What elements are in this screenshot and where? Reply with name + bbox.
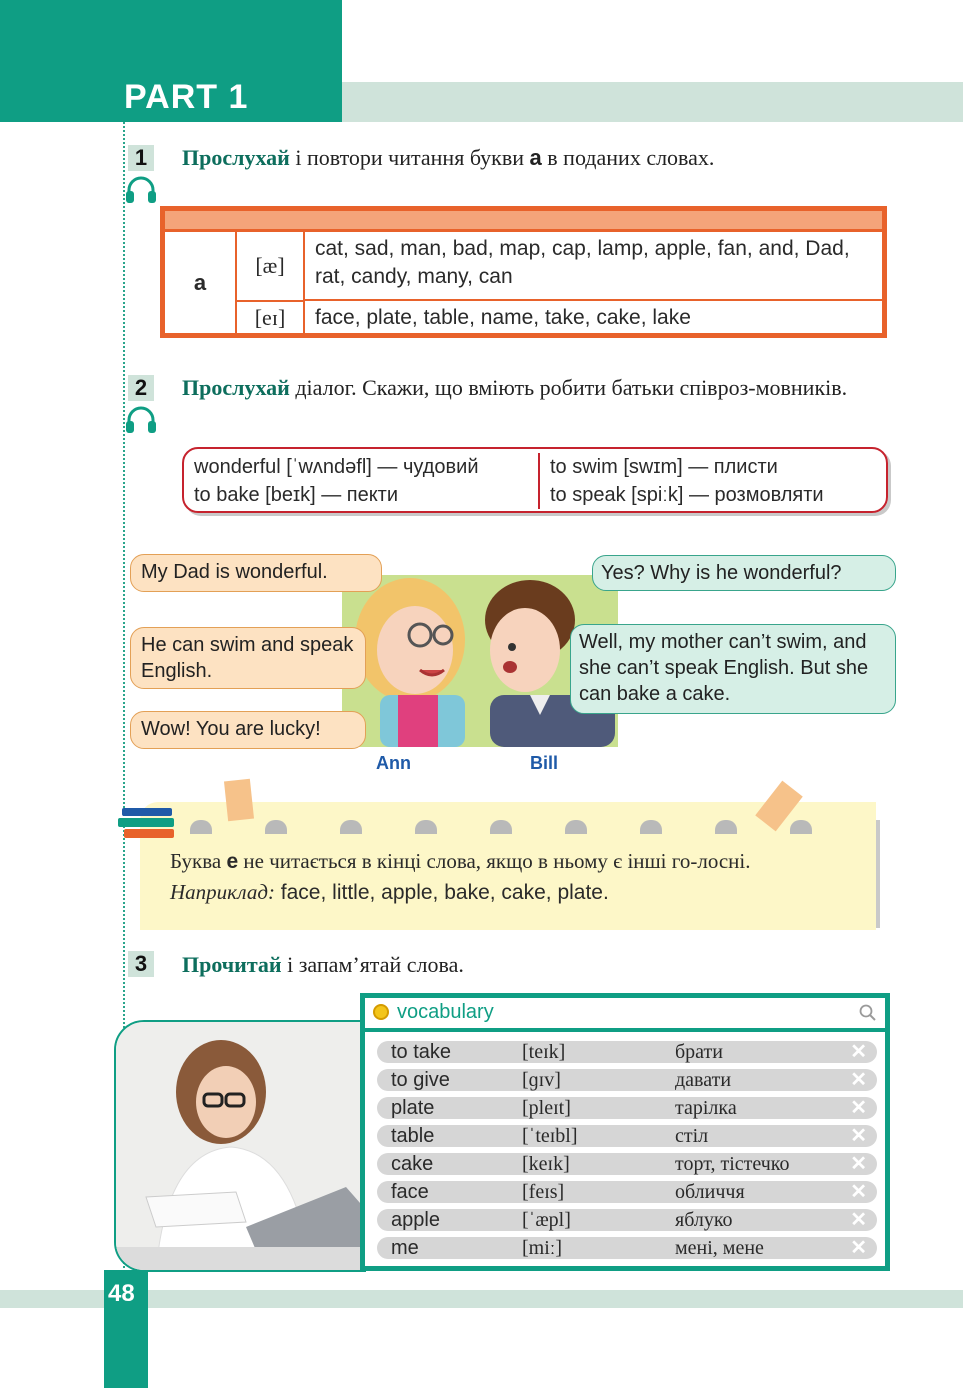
note-ring: [490, 820, 512, 834]
speech-bubble-bill-1: Yes? Why is he wonderful?: [592, 555, 896, 591]
vocab-row: [377, 1069, 877, 1091]
speech-bubble-ann-1: My Dad is wonderful.: [130, 554, 382, 592]
speech-bubble-ann-2: He can swim and speak English.: [130, 627, 366, 689]
task2-lead: Прослухай: [182, 375, 290, 400]
vocab-translation: обличчя: [675, 1181, 745, 1203]
new-words-box: [182, 447, 888, 513]
vocabulary-title: vocabulary: [397, 1001, 494, 1023]
vocab-row: [377, 1181, 877, 1203]
vocab-word: cake: [391, 1153, 434, 1175]
vocab-translation: тарілка: [675, 1097, 737, 1119]
vocab-transcription: [keɪk]: [522, 1153, 570, 1175]
vocab-word: table: [391, 1125, 435, 1147]
vocab-transcription: [ɡɪv]: [522, 1069, 561, 1091]
note-examples: face, little, apple, bake, cake, plate.: [274, 881, 609, 904]
vocabulary-panel: [360, 993, 890, 1271]
note-text-b: не читається в кінці слова, якщо в ньому є інші го-лосні.: [238, 849, 751, 873]
search-icon[interactable]: [859, 1004, 877, 1022]
vocab-transcription: [feɪs]: [522, 1181, 565, 1203]
caption-bill: Bill: [530, 753, 559, 773]
task2-instruction: [182, 374, 888, 402]
word-to-bake: to bake [beɪk] — пекти: [194, 484, 399, 506]
close-icon[interactable]: ✕: [850, 1125, 867, 1147]
speech-bubble-ann-3: Wow! You are lucky!: [130, 711, 366, 749]
sound-cell: [eɪ]: [237, 302, 305, 333]
note-ring: [340, 820, 362, 834]
close-icon[interactable]: ✕: [850, 1209, 867, 1231]
vocabulary-header: [365, 998, 885, 1032]
vocab-row: [377, 1041, 877, 1063]
word-wonderful: wonderful [ˈwʌndəfl] — чудовий: [194, 456, 479, 478]
note-example-label: Наприклад:: [170, 880, 275, 904]
task3-instruction: [182, 951, 882, 979]
vocab-translation: давати: [675, 1069, 732, 1091]
vocab-word: me: [391, 1237, 419, 1259]
speech-bubble-bill-2: Well, my mother can’t swim, and she can’t speak English. But she can bake a cake.: [570, 624, 896, 714]
note-ring: [790, 820, 812, 834]
note-text: [170, 846, 860, 908]
word-to-speak: to speak [spiːk] — розмовляти: [550, 484, 824, 506]
vocab-word: plate: [391, 1097, 435, 1119]
task1-letter: a: [529, 145, 542, 170]
books-icon: [118, 806, 178, 842]
vocab-translation: торт, тістечко: [675, 1153, 790, 1175]
task1-text-b: в поданих словах.: [541, 145, 715, 170]
task-number-1: 1: [128, 145, 154, 171]
vocab-transcription: [ˈæpl]: [522, 1209, 571, 1231]
vocab-transcription: [miː]: [522, 1237, 562, 1259]
vocab-word: to take: [391, 1041, 452, 1063]
vocab-row: [377, 1097, 877, 1119]
vocab-translation: брати: [675, 1041, 723, 1063]
close-icon[interactable]: ✕: [850, 1237, 867, 1259]
task2-text: діалог. Скажи, що вміють робити батьки співроз-мовників.: [289, 375, 848, 400]
close-icon[interactable]: ✕: [850, 1041, 867, 1063]
vocab-word: to give: [391, 1069, 450, 1091]
task1-text-a: і повтори читання букви: [289, 145, 530, 170]
vocab-transcription: [pleɪt]: [522, 1097, 571, 1119]
divider: [538, 453, 540, 509]
task1-instruction: [182, 144, 882, 172]
vocab-word: face: [391, 1181, 429, 1203]
task-number-2: 2: [128, 375, 154, 401]
table-header-bar: [165, 211, 882, 232]
vocab-translation: мені, мене: [675, 1237, 764, 1259]
note-ring: [565, 820, 587, 834]
note-ring: [265, 820, 287, 834]
note-ring: [640, 820, 662, 834]
word-to-swim: to swim [swɪm] — плисти: [550, 456, 778, 478]
vocab-row: [377, 1125, 877, 1147]
task3-lead: Прочитай: [182, 952, 282, 977]
vocab-transcription: [teɪk]: [522, 1041, 566, 1063]
vocab-transcription: [ˈteɪbl]: [522, 1125, 578, 1147]
words-cell: face, plate, table, name, take, cake, lake: [315, 306, 691, 329]
note-ring: [190, 820, 212, 834]
vocab-translation: яблуко: [675, 1209, 733, 1231]
vocab-row: [377, 1237, 877, 1259]
note-text-a: Буква: [170, 849, 227, 873]
vocab-row: [377, 1153, 877, 1175]
vocab-row: [377, 1209, 877, 1231]
vocab-word: apple: [391, 1209, 440, 1231]
vocab-translation: стіл: [675, 1125, 709, 1147]
task1-lead: Прослухай: [182, 145, 290, 170]
table-letter-cell: a: [165, 232, 237, 333]
note-ring: [415, 820, 437, 834]
tape-strip: [224, 779, 254, 821]
girl-with-laptop-photo: [114, 1020, 366, 1272]
caption-ann: Ann: [376, 753, 411, 773]
task-number-3: 3: [128, 951, 154, 977]
close-icon[interactable]: ✕: [850, 1153, 867, 1175]
headphones-icon[interactable]: [124, 176, 158, 204]
words-cell: cat, sad, man, bad, map, cap, lamp, apple, fan, and, Dad, rat, candy, many, can: [305, 235, 882, 301]
note-letter: e: [226, 850, 239, 873]
close-icon[interactable]: ✕: [850, 1069, 867, 1091]
close-icon[interactable]: ✕: [850, 1097, 867, 1119]
girl-studying-illustration: [116, 1022, 366, 1272]
task3-text: і запам’ятай слова.: [281, 952, 464, 977]
close-icon[interactable]: ✕: [850, 1181, 867, 1203]
headphones-icon[interactable]: [124, 406, 158, 434]
note-ring: [715, 820, 737, 834]
page-number: 48: [108, 1280, 135, 1307]
sound-cell: [æ]: [237, 232, 305, 302]
bulb-icon: [373, 1004, 389, 1020]
letter-a-table: [160, 206, 887, 338]
header-band: [342, 82, 963, 122]
page-title: PART 1: [124, 78, 249, 116]
